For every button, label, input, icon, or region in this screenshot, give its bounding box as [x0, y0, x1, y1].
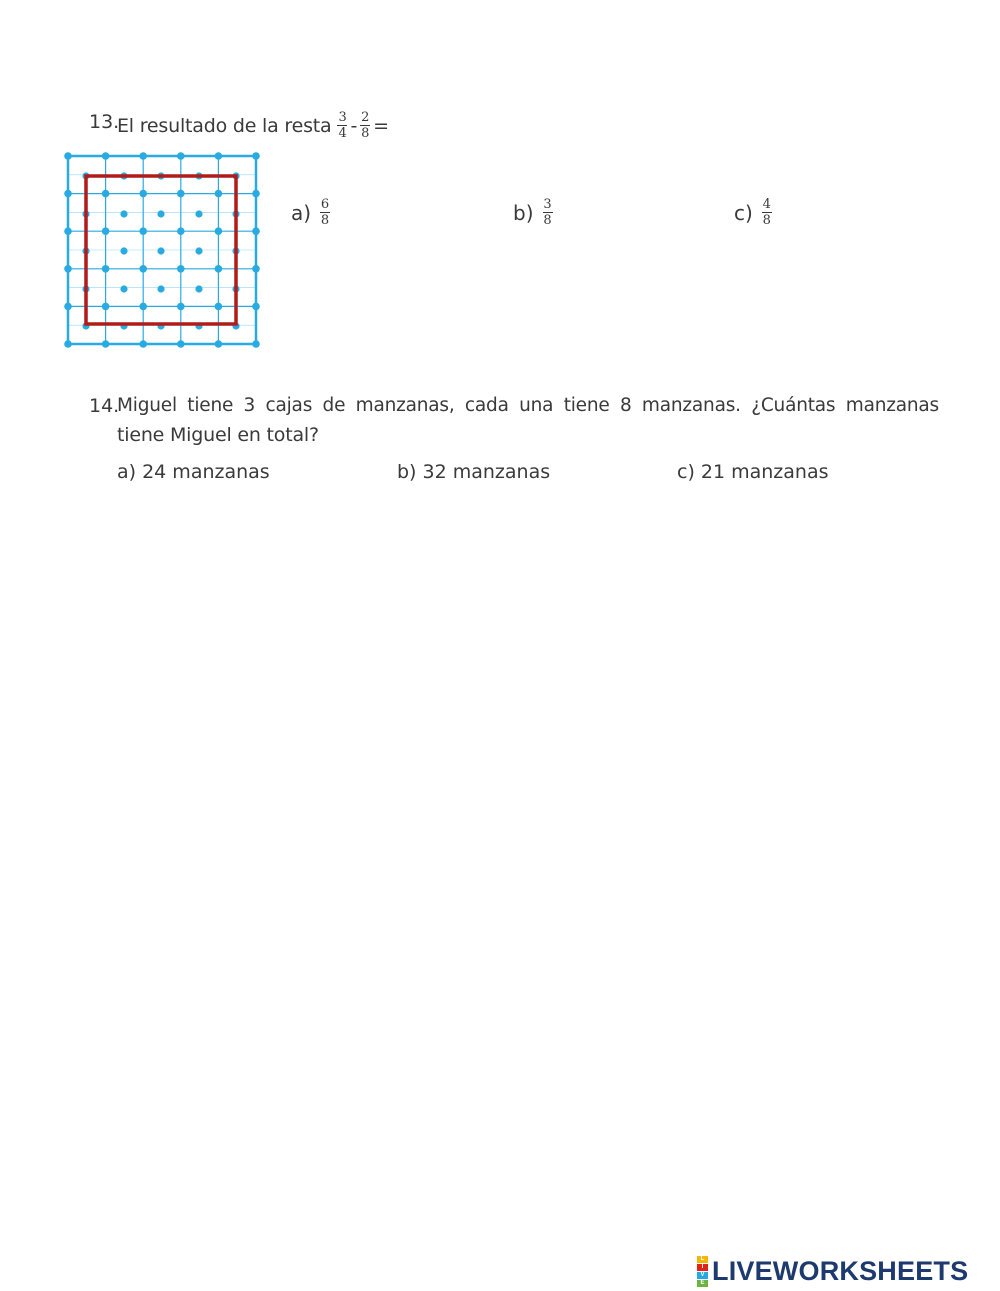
grid-dot — [215, 303, 223, 311]
grid-dot — [252, 303, 260, 311]
fraction-numerator: 4 — [762, 197, 771, 212]
grid-dot — [139, 227, 147, 235]
question-13-prompt — [117, 111, 389, 140]
grid-dot — [215, 340, 223, 348]
grid-dot — [64, 152, 72, 160]
fraction-numerator: 2 — [361, 110, 370, 125]
inner-dot — [157, 247, 164, 254]
grid-dot — [64, 190, 72, 198]
grid-dot — [177, 303, 185, 311]
grid-dot — [177, 152, 185, 160]
minus-sign: - — [350, 114, 358, 137]
grid-dot — [177, 340, 185, 348]
grid-dot — [139, 190, 147, 198]
dot-grid-diagram — [60, 148, 266, 354]
question-14-line-2: tiene Miguel en total? — [117, 424, 319, 446]
grid-dot — [64, 227, 72, 235]
inner-dot — [120, 247, 127, 254]
grid-dot — [252, 190, 260, 198]
grid-dot — [177, 265, 185, 273]
grid-dot — [252, 340, 260, 348]
grid-dot — [177, 190, 185, 198]
grid-dot — [215, 227, 223, 235]
inner-dot — [157, 285, 164, 292]
fraction-2-8 — [360, 111, 370, 140]
grid-dot — [102, 227, 110, 235]
option-fraction — [762, 198, 772, 227]
live-letters-icon: L I V E — [697, 1256, 708, 1287]
question-13-number: 13. — [89, 111, 120, 133]
q13-option-a[interactable] — [291, 198, 333, 227]
fraction-denominator: 8 — [361, 126, 370, 141]
inner-dot — [195, 210, 202, 217]
grid-dot — [139, 303, 147, 311]
liveworksheets-logo[interactable] — [697, 1255, 968, 1287]
grid-dot — [215, 190, 223, 198]
option-label: b) — [513, 200, 534, 225]
q13-option-c[interactable] — [734, 198, 775, 227]
grid-dot — [177, 227, 185, 235]
grid-dot — [252, 265, 260, 273]
inner-dot — [120, 210, 127, 217]
question-14-number: 14. — [89, 395, 120, 417]
inner-dot — [195, 285, 202, 292]
fraction-numerator: 6 — [320, 197, 330, 212]
fraction-denominator: 8 — [543, 213, 552, 228]
grid-dot — [64, 303, 72, 311]
question-13-text: El resultado de la resta — [117, 114, 332, 137]
option-label: a) — [291, 200, 312, 225]
grid-dot — [215, 152, 223, 160]
logo-text: LIVEWORKSHEETS — [712, 1255, 969, 1286]
grid-dot — [139, 265, 147, 273]
fraction-3-4 — [337, 111, 347, 140]
inner-dot — [195, 247, 202, 254]
fraction-denominator: 4 — [338, 126, 347, 141]
q14-option-c[interactable]: c) 21 manzanas — [677, 461, 829, 483]
question-14-line-1: Miguel tiene 3 cajas de manzanas, cada una tiene 8 manzanas. ¿Cuántas manzanas — [117, 395, 939, 416]
equals-sign: = — [373, 114, 389, 137]
grid-dot — [252, 152, 260, 160]
option-label: c) — [734, 200, 753, 225]
grid-dot — [252, 227, 260, 235]
grid-dot — [102, 265, 110, 273]
fraction-denominator: 8 — [762, 213, 771, 228]
grid-dot — [64, 340, 72, 348]
q14-option-b[interactable]: b) 32 manzanas — [397, 461, 551, 483]
fraction-numerator: 3 — [338, 110, 347, 125]
grid-dot — [102, 152, 110, 160]
fraction-denominator: 8 — [320, 213, 330, 228]
grid-dot — [102, 340, 110, 348]
grid-dot — [215, 265, 223, 273]
grid-dot — [64, 265, 72, 273]
grid-dot — [139, 340, 147, 348]
grid-dot — [102, 190, 110, 198]
grid-dot — [102, 303, 110, 311]
grid-dot — [139, 152, 147, 160]
option-fraction — [543, 198, 553, 227]
option-fraction — [320, 198, 330, 227]
fraction-numerator: 3 — [543, 197, 552, 212]
inner-dot — [157, 210, 164, 217]
inner-dot — [120, 285, 127, 292]
q14-option-a[interactable]: a) 24 manzanas — [117, 461, 270, 483]
q13-option-b[interactable] — [513, 198, 556, 227]
